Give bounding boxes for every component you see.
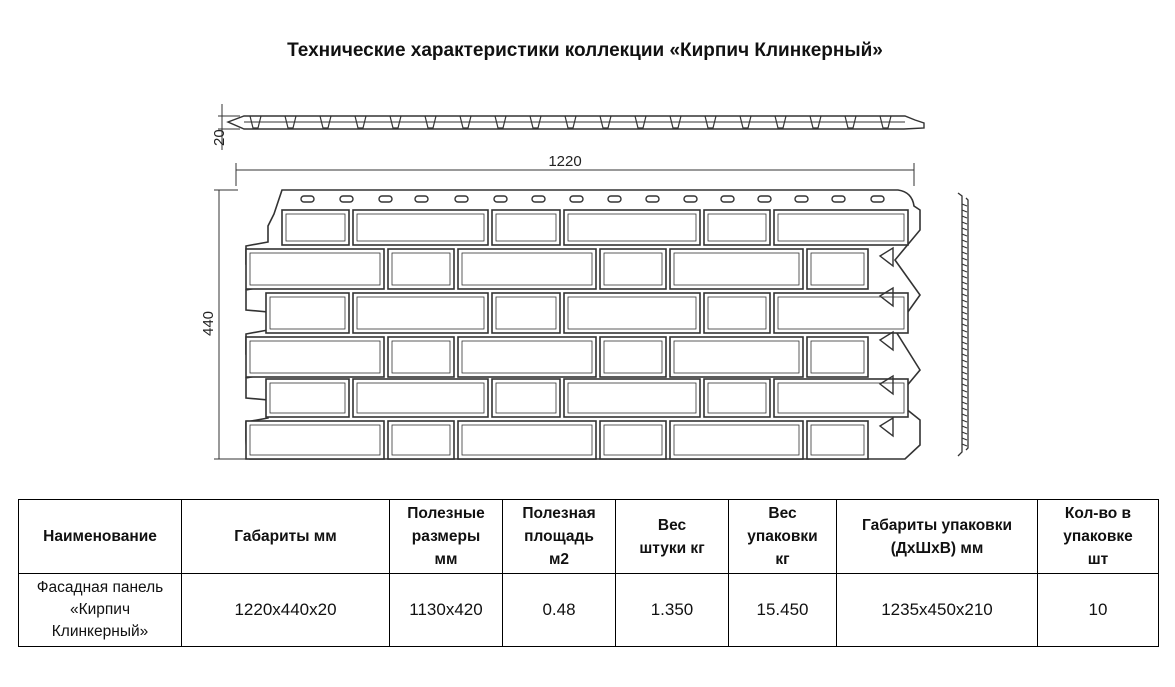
- brick-inner: [708, 297, 766, 329]
- mounting-slot: [415, 196, 428, 202]
- brick-inner: [674, 253, 799, 285]
- dimension-thickness-label: 20: [211, 129, 228, 146]
- column-header: Кол-во в упаковке шт: [1038, 500, 1159, 574]
- cell-dimensions: 1220x440x20: [182, 574, 390, 647]
- brick-inner: [250, 425, 380, 455]
- side-view-rib: [962, 336, 967, 338]
- cell-qty: 10: [1038, 574, 1159, 647]
- column-header: Габариты мм: [182, 500, 390, 574]
- side-view-rib: [962, 312, 967, 314]
- side-view-rib: [962, 444, 967, 446]
- side-view-rib: [962, 318, 967, 320]
- cell-useful-area: 0.48: [503, 574, 616, 647]
- mounting-slot: [758, 196, 771, 202]
- mounting-slot: [608, 196, 621, 202]
- side-view-rib: [962, 234, 967, 236]
- side-view-rib: [962, 258, 967, 260]
- side-view-rib: [962, 402, 967, 404]
- panel-side-view: [958, 193, 968, 456]
- column-header: Полезные размеры мм: [390, 500, 503, 574]
- brick-inner: [357, 297, 484, 329]
- side-tab: [880, 332, 893, 350]
- cell-weight-piece: 1.350: [616, 574, 729, 647]
- brick-inner: [568, 214, 696, 241]
- side-view-rib: [962, 372, 967, 374]
- table-header-row: [19, 500, 1159, 574]
- brick-inner: [250, 253, 380, 285]
- side-view-rib: [962, 228, 967, 230]
- dimension-height: [214, 190, 250, 459]
- column-header: Полезная площадь м2: [503, 500, 616, 574]
- side-view-rib: [962, 216, 967, 218]
- mounting-slot: [570, 196, 583, 202]
- mounting-slot: [795, 196, 808, 202]
- side-view-rib: [962, 204, 967, 206]
- column-header: Вес штуки кг: [616, 500, 729, 574]
- brick-inner: [811, 425, 864, 455]
- brick-inner: [708, 383, 766, 413]
- side-view-rib: [962, 438, 967, 440]
- mounting-slot: [532, 196, 545, 202]
- brick-inner: [270, 383, 345, 413]
- side-view-rib: [962, 282, 967, 284]
- side-view-rib: [962, 252, 967, 254]
- side-tab: [880, 418, 893, 436]
- mounting-slot: [871, 196, 884, 202]
- side-view-rib: [962, 300, 967, 302]
- brick-inner: [604, 425, 662, 455]
- side-view-rib: [962, 222, 967, 224]
- brick-inner: [496, 297, 556, 329]
- brick-inner: [392, 253, 450, 285]
- mounting-slot: [340, 196, 353, 202]
- side-view-rib: [962, 270, 967, 272]
- side-view-rib: [962, 324, 967, 326]
- brick-inner: [568, 383, 696, 413]
- brick-inner: [250, 341, 380, 373]
- page-title: Технические характеристики коллекции «Кирпич Клинкерный»: [287, 40, 883, 61]
- brick-inner: [392, 425, 450, 455]
- panel-front-view: [246, 190, 920, 459]
- side-view-rib: [962, 426, 967, 428]
- brick-inner: [778, 297, 904, 329]
- mounting-slot: [455, 196, 468, 202]
- side-view-rib: [962, 294, 967, 296]
- dimension-height-label: 440: [200, 310, 217, 336]
- brick-inner: [392, 341, 450, 373]
- brick-inner: [496, 214, 556, 241]
- dimension-width-label: 1220: [548, 153, 582, 170]
- side-view-rib: [962, 240, 967, 242]
- mounting-slot: [379, 196, 392, 202]
- brick-inner: [811, 253, 864, 285]
- side-view-rib: [962, 288, 967, 290]
- table-row: [19, 574, 1159, 647]
- brick-inner: [674, 341, 799, 373]
- side-view-rib: [962, 366, 967, 368]
- brick-inner: [357, 383, 484, 413]
- side-view-rib: [962, 276, 967, 278]
- brick-inner: [778, 214, 904, 241]
- brick-inner: [708, 214, 766, 241]
- column-header: Наименование: [19, 500, 182, 574]
- mounting-slot: [301, 196, 314, 202]
- mounting-slot: [721, 196, 734, 202]
- brick-inner: [462, 253, 592, 285]
- specs-table: [18, 499, 1159, 647]
- panel-top-view: [228, 116, 924, 129]
- cell-pack-dimensions: 1235x450x210: [837, 574, 1038, 647]
- column-header: Габариты упаковки (ДхШхВ) мм: [837, 500, 1038, 574]
- side-view-rib: [962, 330, 967, 332]
- brick-inner: [462, 341, 592, 373]
- side-view-rib: [962, 348, 967, 350]
- brick-inner: [286, 214, 345, 241]
- brick-inner: [496, 383, 556, 413]
- brick-inner: [568, 297, 696, 329]
- side-view-rib: [962, 264, 967, 266]
- brick-inner: [270, 297, 345, 329]
- brick-inner: [462, 425, 592, 455]
- side-view-rib: [962, 342, 967, 344]
- side-view-rib: [962, 360, 967, 362]
- cell-useful-size: 1130x420: [390, 574, 503, 647]
- mounting-slot: [832, 196, 845, 202]
- side-view-rib: [962, 246, 967, 248]
- cell-weight-pack: 15.450: [729, 574, 837, 647]
- brick-inner: [811, 341, 864, 373]
- side-view-rib: [962, 390, 967, 392]
- side-view-rib: [962, 408, 967, 410]
- side-view-rib: [962, 432, 967, 434]
- side-view-rib: [962, 396, 967, 398]
- mounting-slot: [684, 196, 697, 202]
- brick-inner: [674, 425, 799, 455]
- side-view-rib: [962, 378, 967, 380]
- mounting-slot: [494, 196, 507, 202]
- brick-inner: [604, 341, 662, 373]
- mounting-slot: [646, 196, 659, 202]
- column-header: Вес упаковки кг: [729, 500, 837, 574]
- brick-inner: [604, 253, 662, 285]
- brick-inner: [357, 214, 484, 241]
- side-view-rib: [962, 210, 967, 212]
- side-view-rib: [962, 414, 967, 416]
- side-view-rib: [962, 354, 967, 356]
- side-view-rib: [962, 306, 967, 308]
- side-view-rib: [962, 420, 967, 422]
- side-view-rib: [962, 384, 967, 386]
- cell-name: Фасадная панель «Кирпич Клинкерный»: [19, 574, 182, 647]
- side-tab: [880, 248, 893, 266]
